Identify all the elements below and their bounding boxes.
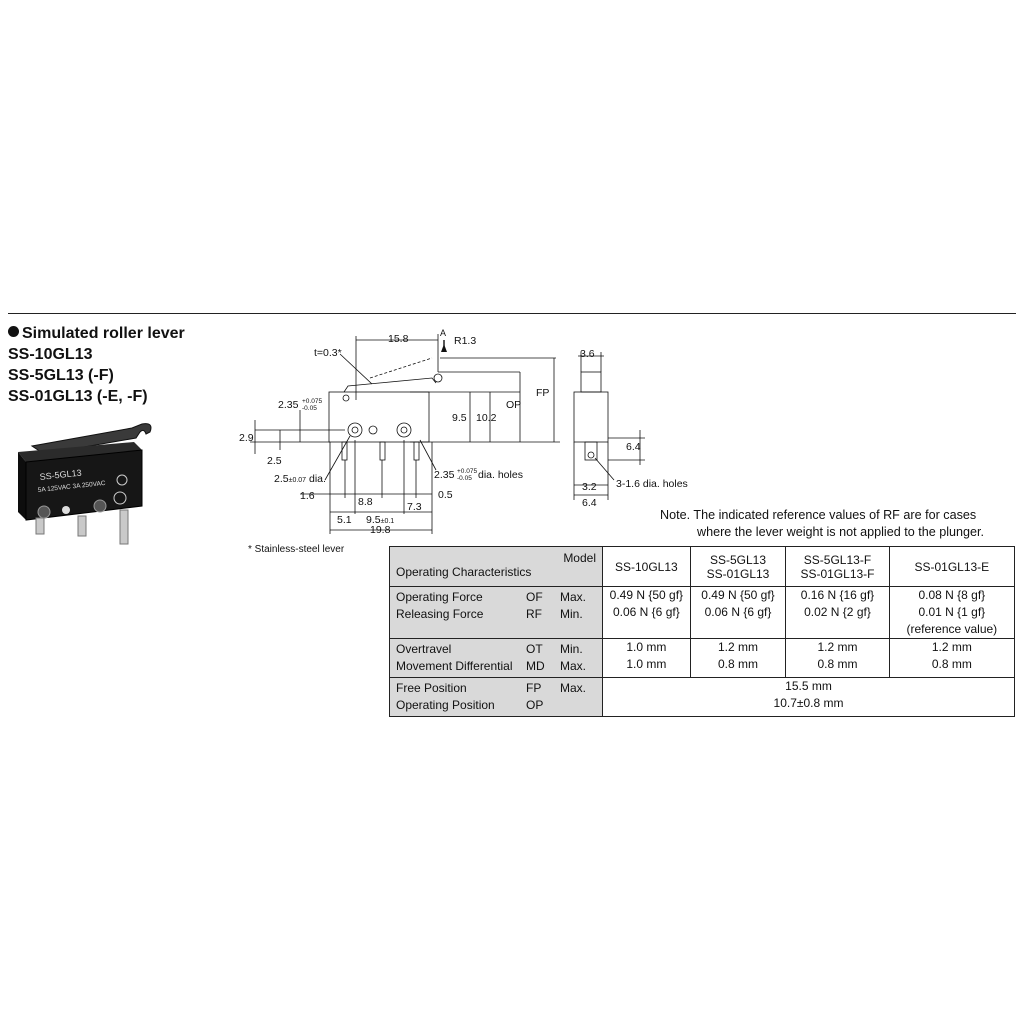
- photo-model-label: SS-5GL13: [39, 467, 83, 482]
- switch-photo: [14, 420, 184, 556]
- dim-5-1: 5.1: [337, 514, 352, 526]
- model-name: SS-5GL13 (-F): [8, 367, 114, 384]
- dim-9-5-tol: 9.5±0.1: [366, 514, 395, 526]
- svg-text:dia. holes: dia. holes: [478, 469, 523, 481]
- dim-2-35-holes: 2.35: [434, 469, 455, 481]
- svg-text:-0.05: -0.05: [302, 405, 317, 412]
- characteristics-table: [389, 546, 1015, 717]
- dim-2-5: 2.5: [267, 455, 282, 467]
- terminal-pin: [78, 516, 86, 536]
- terminal-pin: [120, 510, 128, 544]
- col-header: SS-5GL13-F SS-01GL13-F: [786, 547, 889, 587]
- row-labels: Free Position FP Max. Operating Position OP: [390, 678, 603, 717]
- value-cell: 1.2 mm 0.8 mm: [786, 639, 889, 678]
- model-name: SS-01GL13 (-E, -F): [8, 388, 148, 405]
- dim-thickness: t=0.3*: [314, 347, 342, 359]
- value-cell: 1.2 mm 0.8 mm: [889, 639, 1014, 678]
- value-cell: 1.0 mm 1.0 mm: [603, 639, 691, 678]
- end-view-outline: [574, 392, 608, 442]
- header-corner: Model Operating Characteristics: [390, 547, 603, 587]
- dim-r1-3: R1.3: [454, 335, 477, 347]
- col-header: SS-5GL13 SS-01GL13: [690, 547, 786, 587]
- dim-op: OP: [506, 399, 522, 411]
- col-header: SS-10GL13: [603, 547, 691, 587]
- row-labels: Overtravel OT Min. Movement Differential MD Max.: [390, 639, 603, 678]
- dim-7-3: 7.3: [407, 501, 422, 513]
- svg-text:-0.05: -0.05: [457, 475, 472, 482]
- dim-3-1-6-holes: 3-1.6 dia. holes: [616, 478, 688, 490]
- dim-2-9: 2.9: [239, 432, 254, 444]
- top-divider: [8, 313, 1016, 314]
- terminal-pin: [36, 518, 44, 534]
- table-row: [390, 678, 1015, 717]
- section-title: Simulated roller lever: [8, 323, 185, 344]
- value-cell: 1.2 mm 0.8 mm: [690, 639, 786, 678]
- svg-text:+0.075: +0.075: [457, 468, 478, 475]
- value-cell: 0.49 N {50 gf} 0.06 N {6 gf}: [603, 587, 691, 639]
- bullet-icon: [8, 326, 19, 337]
- dim-10-2: 10.2: [476, 412, 497, 424]
- dim-6-4-a: 6.4: [626, 441, 641, 453]
- dim-a: A: [440, 328, 447, 338]
- switch-body-outline: [329, 392, 429, 442]
- product-heading: [8, 323, 185, 407]
- dim-1-6: 1.6: [300, 490, 315, 502]
- mounting-hole-left: [38, 506, 50, 518]
- value-cell: 0.49 N {50 gf} 0.06 N {6 gf}: [690, 587, 786, 639]
- dim-8-8: 8.8: [358, 496, 373, 508]
- mounting-hole-right: [94, 500, 106, 512]
- lever-footnote: * Stainless-steel lever: [248, 544, 345, 555]
- dim-3-2: 3.2: [582, 481, 597, 493]
- mounting-hole-center: [62, 506, 70, 514]
- svg-text:+0.075: +0.075: [302, 398, 323, 405]
- switch-body: [18, 452, 26, 520]
- col-header: SS-01GL13-E: [889, 547, 1014, 587]
- dim-15-8: 15.8: [388, 333, 409, 345]
- dim-2-35: 2.35: [278, 399, 299, 411]
- rf-note: Note. The indicated reference values of RF are for cases where the lever weight is not applied to the plunger.: [660, 508, 985, 539]
- merged-value-cell: 15.5 mm 10.7±0.8 mm: [603, 678, 1015, 717]
- table-row: [390, 639, 1015, 678]
- table-header-row: [390, 547, 1015, 587]
- model-name: SS-10GL13: [8, 346, 93, 363]
- lever-outline: [344, 378, 436, 392]
- value-cell: 0.08 N {8 gf} 0.01 N {1 gf} (reference value): [889, 587, 1014, 639]
- dim-9-5: 9.5: [452, 412, 467, 424]
- dimension-drawing: [230, 322, 700, 552]
- dim-fp: FP: [536, 387, 550, 399]
- dim-2-5-dia: 2.5±0.07 dia.: [274, 473, 326, 485]
- value-cell: 0.16 N {16 gf} 0.02 N {2 gf}: [786, 587, 889, 639]
- dim-0-5: 0.5: [438, 489, 453, 501]
- photo-rating-label: 5A 125VAC 3A 250VAC: [37, 479, 106, 494]
- dim-19-8: 19.8: [370, 524, 391, 536]
- dim-3-6: 3.6: [580, 348, 595, 360]
- row-labels: Operating Force OF Max. Releasing Force RF Min.: [390, 587, 603, 639]
- dim-6-4-b: 6.4: [582, 497, 597, 509]
- table-row: [390, 587, 1015, 639]
